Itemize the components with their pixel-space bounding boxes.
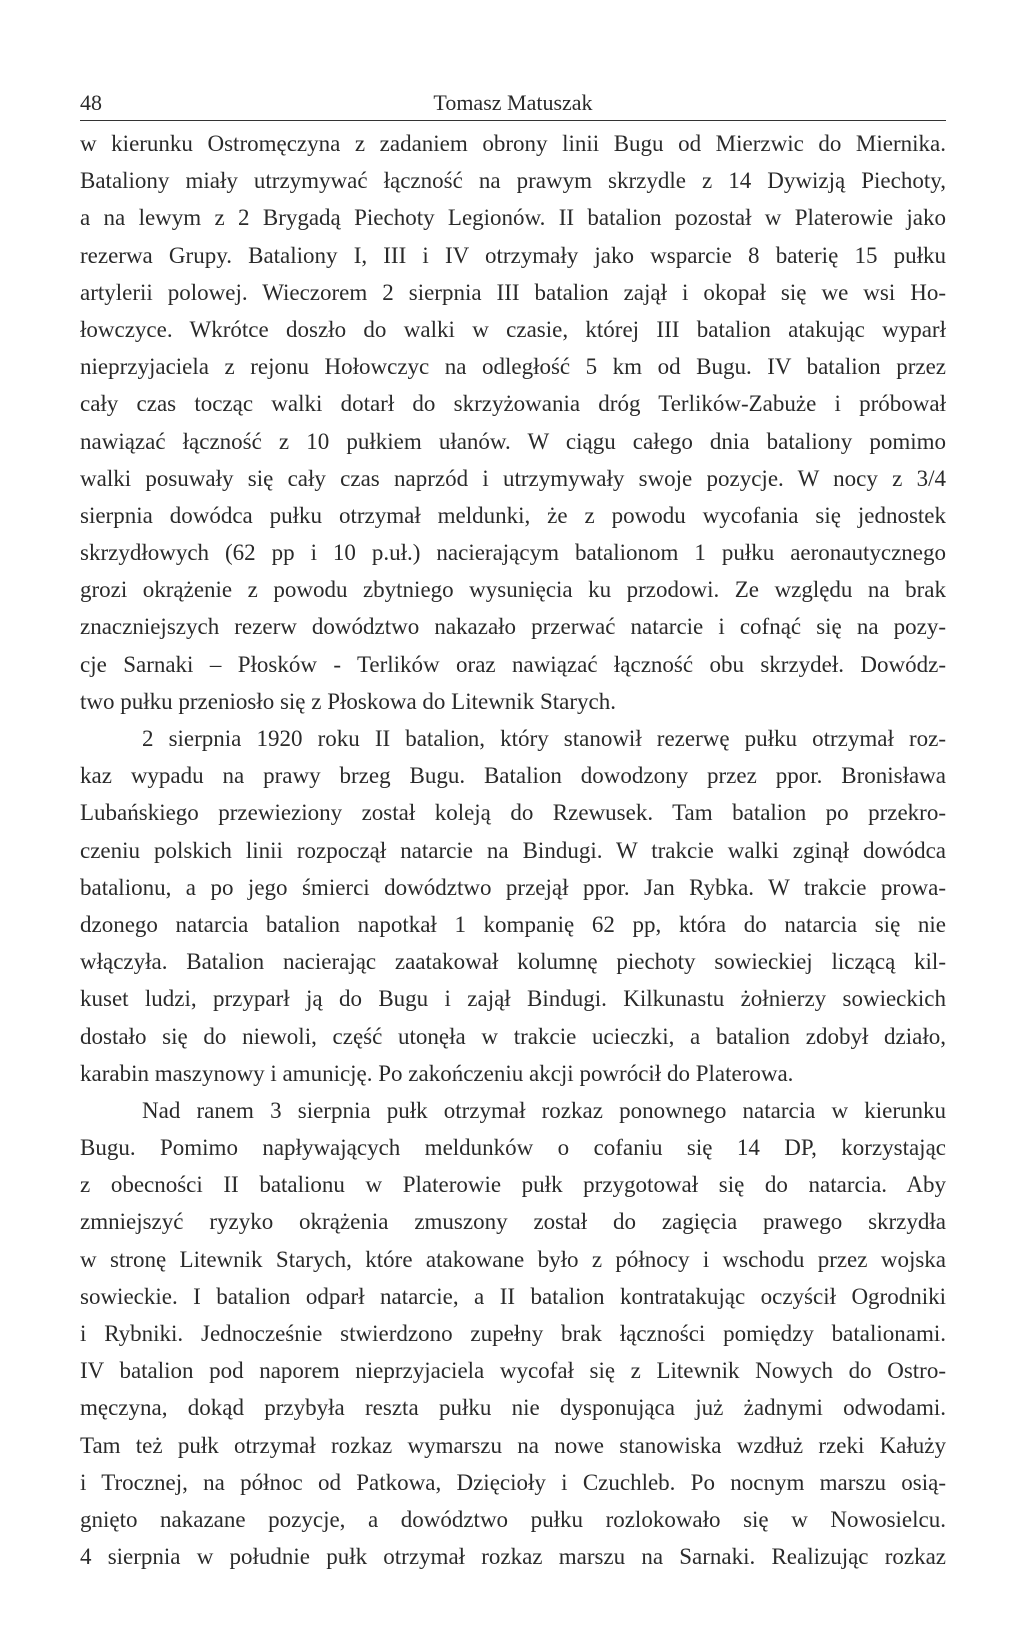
text-line: Lubańskiego przewieziony został koleją do Rzewusek. Tam batalion po przekro- xyxy=(80,800,946,826)
text-line: dostało się do niewoli, część utonęła w trakcie ucieczki, a batalion zdobył działo, xyxy=(80,1023,946,1049)
paragraph xyxy=(80,720,946,1092)
text-line: cały czas tocząc walki dotarł do skrzyżowania dróg Terlików-Zabuże i próbował xyxy=(80,391,946,417)
text-line: z obecności II batalionu w Platerowie pułk przygotował się do natarcia. Aby xyxy=(80,1172,946,1198)
page-number: 48 xyxy=(80,90,102,115)
page-header xyxy=(80,88,946,121)
text-line: łowczyce. Wkrótce doszło do walki w czasie, której III batalion atakując wyparł xyxy=(80,316,946,342)
text-line: artylerii polowej. Wieczorem 2 sierpnia III batalion zajął i okopał się we wsi Ho- xyxy=(80,279,946,305)
text-line: IV batalion pod naporem nieprzyjaciela wycofał się z Litewnik Nowych do Ostro- xyxy=(80,1358,946,1384)
text-line: nieprzyjaciela z rejonu Hołowczyc na odległość 5 km od Bugu. IV batalion przez xyxy=(80,354,946,380)
running-head: Tomasz Matuszak xyxy=(433,90,593,115)
text-line: a na lewym z 2 Brygadą Piechoty Legionów. II batalion pozostał w Platerowie jako xyxy=(80,205,946,231)
text-line: włączyła. Batalion nacierając zaatakował kolumnę piechoty sowieckiej liczącą kil- xyxy=(80,949,946,975)
text-line: skrzydłowych (62 pp i 10 p.uł.) nacierającym batalionom 1 pułku aeronautycznego xyxy=(80,540,946,566)
text-line: dzonego natarcia batalion napotkał 1 kompanię 62 pp, która do natarcia się nie xyxy=(80,911,946,937)
text-line: Nad ranem 3 sierpnia pułk otrzymał rozkaz ponownego natarcia w kierunku xyxy=(142,1097,946,1123)
text-line: batalionu, a po jego śmierci dowództwo przejął ppor. Jan Rybka. W trakcie prowa- xyxy=(80,874,946,900)
text-line: kuset ludzi, przyparł ją do Bugu i zajął Bindugi. Kilkunastu żołnierzy sowieckich xyxy=(80,986,946,1012)
text-line: cje Sarnaki – Płosków - Terlików oraz nawiązać łączność obu skrzydeł. Dowódz- xyxy=(80,651,946,677)
text-line: Bataliony miały utrzymywać łączność na prawym skrzydle z 14 Dywizją Piechoty, xyxy=(80,168,946,194)
paragraph xyxy=(80,125,946,720)
text-line: w kierunku Ostromęczyna z zadaniem obrony linii Bugu od Mierzwic do Miernika. xyxy=(80,131,946,156)
body-text xyxy=(80,125,946,1575)
text-line: Bugu. Pomimo napływających meldunków o cofaniu się 14 DP, korzystając xyxy=(80,1135,946,1161)
text-line: sierpnia dowódca pułku otrzymał meldunki, że z powodu wycofania się jednostek xyxy=(80,502,946,528)
text-line: rezerwa Grupy. Bataliony I, III i IV otrzymały jako wsparcie 8 baterię 15 pułku xyxy=(80,242,946,268)
text-line: two pułku przeniosło się z Płoskowa do Litewnik Starych. xyxy=(80,688,616,714)
text-line: kaz wypadu na prawy brzeg Bugu. Batalion dowodzony przez ppor. Bronisława xyxy=(80,763,946,789)
text-line: znaczniejszych rezerw dowództwo nakazało przerwać natarcie i cofnąć się na pozy- xyxy=(80,614,946,640)
paragraph xyxy=(80,1092,946,1575)
text-line: czeniu polskich linii rozpoczął natarcie na Bindugi. W trakcie walki zginął dowódca xyxy=(80,837,946,863)
text-line: Tam też pułk otrzymał rozkaz wymarszu na nowe stanowiska wzdłuż rzeki Kałuży xyxy=(80,1432,946,1458)
text-line: walki posuwały się cały czas naprzód i utrzymywały swoje pozycje. W nocy z 3/4 xyxy=(80,465,946,491)
text-line: karabin maszynowy i amunicję. Po zakończeniu akcji powrócił do Platerowa. xyxy=(80,1060,794,1086)
text-line: i Rybniki. Jednocześnie stwierdzono zupełny brak łączności pomiędzy batalionami. xyxy=(80,1321,946,1346)
text-line: 2 sierpnia 1920 roku II batalion, który stanowił rezerwę pułku otrzymał roz- xyxy=(142,726,946,751)
text-line: gnięto nakazane pozycje, a dowództwo pułku rozlokowało się w Nowosielcu. xyxy=(80,1506,946,1532)
text-line: zmniejszyć ryzyko okrążenia zmuszony został do zagięcia prawego skrzydła xyxy=(80,1209,946,1235)
text-line: w stronę Litewnik Starych, które atakowane było z północy i wschodu przez wojska xyxy=(80,1246,946,1272)
text-line: nawiązać łączność z 10 pułkiem ułanów. W ciągu całego dnia bataliony pomimo xyxy=(80,428,946,454)
text-line: męczyna, dokąd przybyła reszta pułku nie dysponująca już żadnymi odwodami. xyxy=(80,1395,946,1421)
text-line: i Trocznej, na północ od Patkowa, Dzięcioły i Czuchleb. Po nocnym marszu osią- xyxy=(80,1469,946,1495)
text-line: 4 sierpnia w południe pułk otrzymał rozkaz marszu na Sarnaki. Realizując rozkaz xyxy=(80,1544,946,1570)
document-page xyxy=(80,88,946,1575)
text-line: sowieckie. I batalion odparł natarcie, a II batalion kontratakując oczyścił Ogrodniki xyxy=(80,1283,946,1309)
text-line: grozi okrążenie z powodu zbytniego wysunięcia ku przodowi. Ze względu na brak xyxy=(80,577,946,603)
